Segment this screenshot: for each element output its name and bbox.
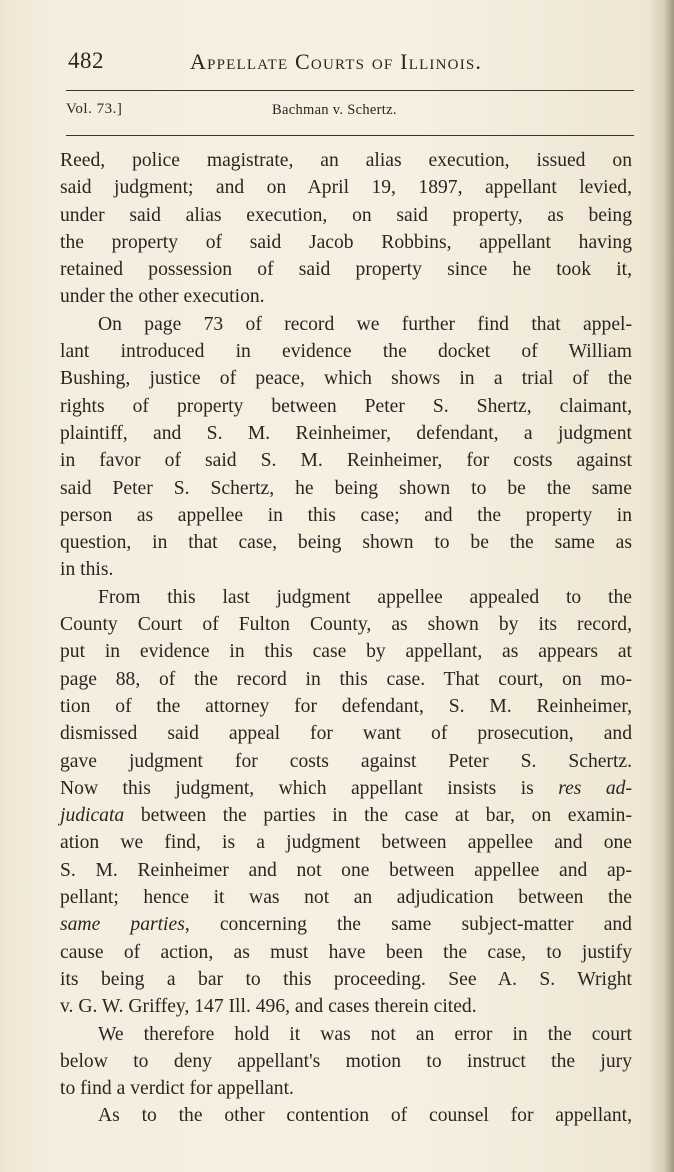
text-line: rights of property between Peter S. Shertz, claimant, [60,395,632,417]
text-span: , concerning the same subject-matter and [184,914,632,936]
italic-text: res ad- [558,777,632,799]
text-line [60,802,632,829]
text-line: plaintiff, and S. M. Reinheimer, defendant, a judgment [60,422,632,444]
text-line: person as appellee in this case; and the property in [60,504,632,526]
text-line: in favor of said S. M. Reinheimer, for costs against [60,450,632,472]
text-line: cause of action, as must have been the case, to justify [60,941,632,963]
text-line: From this last judgment appellee appealed to the [98,586,632,608]
text-line: Bushing, justice of peace, which shows in a trial of the [60,368,632,390]
running-title: Appellate Courts of Illinois. [190,49,483,74]
text-line: On page 73 of record we further find that appel- [98,313,632,335]
text-line: said Peter S. Schertz, he being shown to be the same [60,477,632,499]
text-line: dismissed said appeal for want of prosecution, and [60,723,632,745]
text-line: lant introduced in evidence the docket of William [60,341,632,363]
text-line: ation we find, is a judgment between appellee and one [60,832,632,854]
text-line: pellant; hence it was not an adjudication between the [60,887,632,909]
text-line: question, in that case, being shown to be the same as [60,532,632,554]
text-line: below to deny appellant's motion to instruct the jury [60,1050,632,1072]
text-line: the property of said Jacob Robbins, appellant having [60,231,632,253]
text-line [60,775,632,802]
header-rule-bottom [66,135,634,136]
text-line: S. M. Reinheimer and not one between appellee and ap- [60,859,632,881]
header-rule-top [66,90,634,91]
case-caption [66,101,626,127]
italic-text: judicata [60,805,125,827]
text-line: retained possession of said property since he took it, [60,259,632,281]
text-line [60,911,632,938]
text-line: under the other execution. [60,286,265,308]
text-line: gave judgment for costs against Peter S. Schertz. [60,750,632,772]
text-line: said judgment; and on April 19, 1897, appellant levied, [60,177,632,199]
text-line: its being a bar to this proceeding. See A. S. Wright [60,968,632,990]
page-edge-shadow [664,0,674,1172]
text-span: Now this judgment, which appellant insists is [60,777,559,799]
page-number: 482 [68,48,104,73]
text-line: to find a verdict for appellant. [60,1078,294,1100]
case-title: Bachman v. Schertz. [272,102,397,118]
italic-text: same parties [60,914,185,936]
text-line: in this. [60,559,114,581]
body-text [60,147,632,1130]
text-span: between the parties in the case at bar, on examin- [124,805,632,827]
text-line: County Court of Fulton County, as shown by its record, [60,614,632,636]
running-head [68,48,628,80]
volume-label: Vol. 73.] [66,101,123,117]
text-line: tion of the attorney for defendant, S. M. Reinheimer, [60,695,632,717]
text-line: Reed, police magistrate, an alias execution, issued on [60,150,632,171]
text-line: under said alias execution, on said property, as being [60,204,632,226]
text-line: As to the other contention of counsel for appellant, [98,1105,632,1127]
text-line: put in evidence in this case by appellant, as appears at [60,641,632,663]
text-line: v. G. W. Griffey, 147 Ill. 496, and cases therein cited. [60,996,477,1018]
text-line: We therefore hold it was not an error in the court [98,1023,632,1045]
text-line: page 88, of the record in this case. That court, on mo- [60,668,632,690]
